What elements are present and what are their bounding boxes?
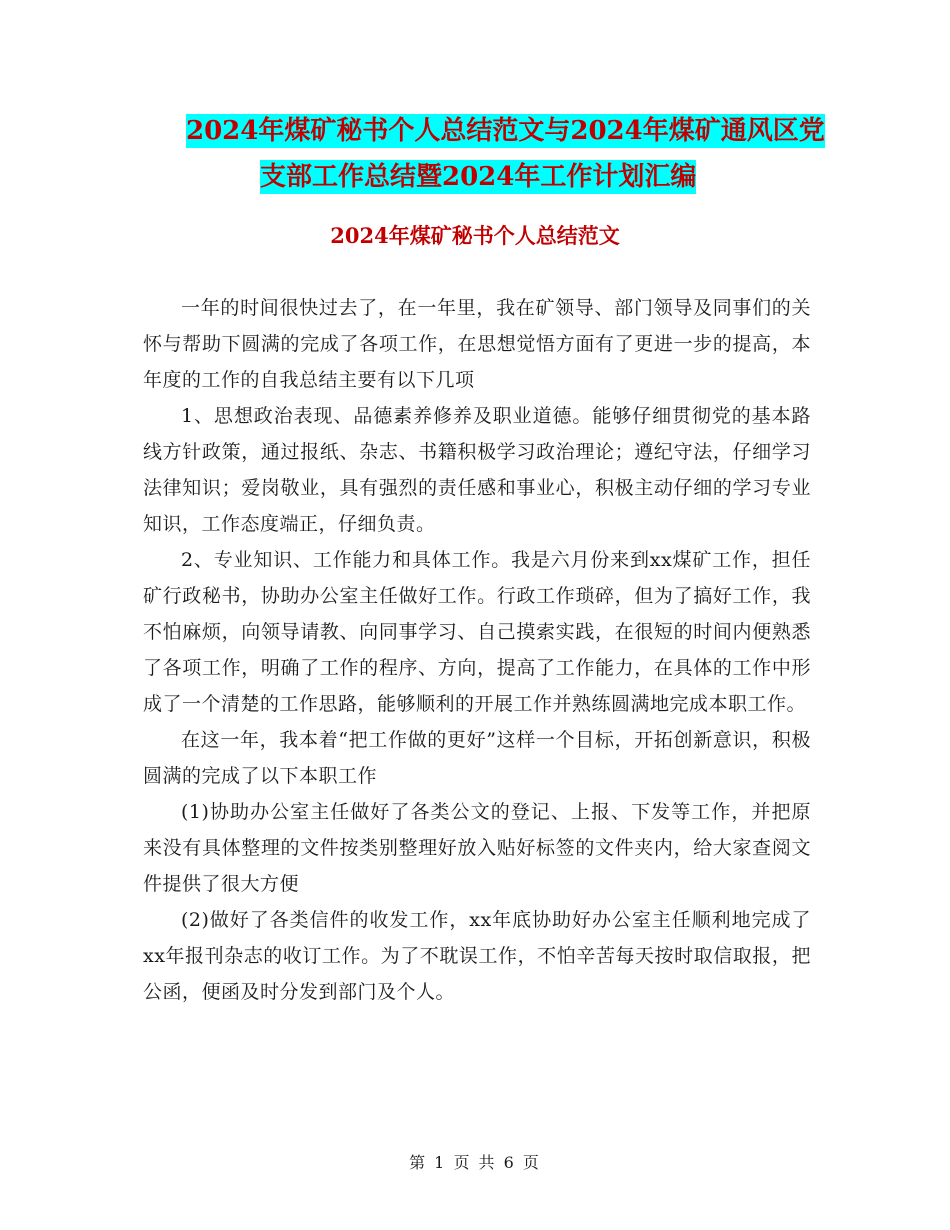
paragraph: 2、专业知识、工作能力和具体工作。我是六月份来到xx煤矿工作，担任矿行政秘书，协助办公室主任做好工作。行政工作琐碎，但为了搞好工作，我不怕麻烦，向领导请教、向同事学习、自己摸索实践，在很短的时间内便熟悉了各项工作，明确了工作的程序、方向，提高了工作能力，在具体的工作中形成了一个清楚的工作思路，能够顺利的开展工作并熟练圆满地完成本职工作。 [143, 549, 811, 715]
document-title [130, 108, 830, 200]
paragraph: 在这一年，我本着“把工作做的更好”这样一个目标，开拓创新意识，积极圆满的完成了以下本职工作 [143, 729, 811, 787]
document-title-line-1: 2024年煤矿秘书个人总结范文与2024年煤矿通风区党 [186, 116, 825, 146]
body-text [143, 290, 811, 1010]
document-title-line-2: 支部工作总结暨2024年工作计划汇编 [260, 162, 697, 192]
paragraph: 1、思想政治表现、品德素养修养及职业道德。能够仔细贯彻党的基本路线方针政策，通过报纸、杂志、书籍积极学习政治理论；遵纪守法，仔细学习法律知识；爱岗敬业，具有强烈的责任感和事业心，积极主动仔细的学习专业知识，工作态度端正，仔细负责。 [143, 405, 811, 535]
page-footer: 第 1 页 共 6 页 [409, 1153, 541, 1172]
paragraph: (2)做好了各类信件的收发工作，xx年底协助好办公室主任顺利地完成了xx年报刊杂志的收订工作。为了不耽误工作，不怕辛苦每天按时取信取报，把公函，便函及时分发到部门及个人。 [143, 909, 811, 1003]
section-title: 2024年煤矿秘书个人总结范文 [330, 223, 620, 248]
paragraph: (1)协助办公室主任做好了各类公文的登记、上报、下发等工作，并把原来没有具体整理的文件按类别整理好放入贴好标签的文件夹内，给大家查阅文件提供了很大方便 [143, 801, 811, 895]
paragraph: 一年的时间很快过去了，在一年里，我在矿领导、部门领导及同事们的关怀与帮助下圆满的完成了各项工作，在思想觉悟方面有了更进一步的提高，本年度的工作的自我总结主要有以下几项 [143, 297, 811, 391]
